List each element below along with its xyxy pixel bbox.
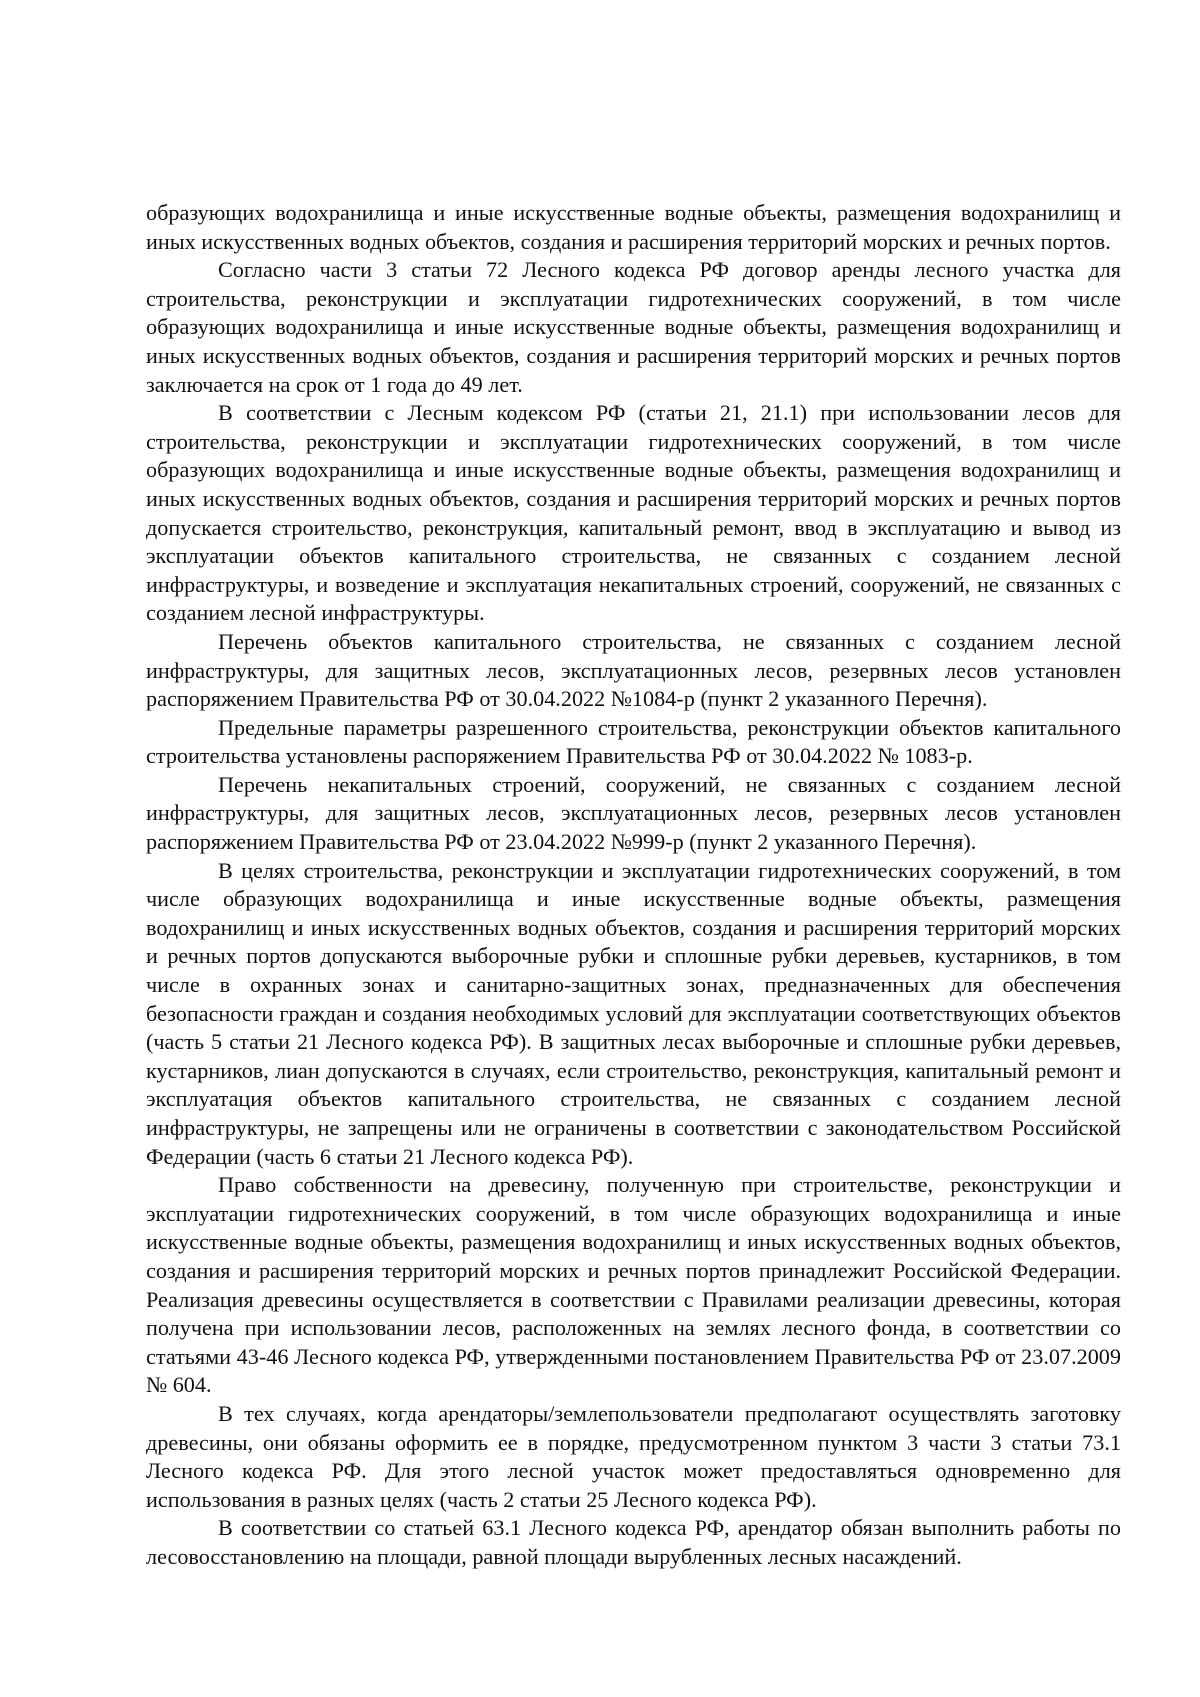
paragraph-limit-parameters: Предельные параметры разрешенного строительства, реконструкции объектов капитального строительства установлены распоряжением Правительства РФ от 30.04.2022 № 1083-р. [146,714,1121,769]
paragraph-capital-objects-list: Перечень объектов капитального строительства, не связанных с созданием лесной инфраструктуры, для защитных лесов, эксплуатационных лесов, резервных лесов установлен распоряжением Правительства РФ от 30.04.2022 №1084-р (пункт 2 указанного Перечня). [146,628,1121,712]
document-body [146,199,1121,1572]
paragraph-continuation: образующих водохранилища и иные искусственные водные объекты, размещения водохранилищ и иных искусственных водных объектов, создания и расширения территорий морских и речных портов. [146,200,1121,254]
paragraph-reforestation: В соответствии со статьей 63.1 Лесного кодекса РФ, арендатор обязан выполнить работы по лесовосстановлению на площади, равной площади вырубленных лесных насаждений. [146,1515,1121,1569]
paragraph-timber-harvesting: В тех случаях, когда арендаторы/землепользователи предполагают осуществлять заготовку древесины, они обязаны оформить ее в порядке, предусмотренном пунктом 3 части 3 статьи 73.1 Лесного кодекса РФ. Для этого лесной участок может предоставляться одновременно для использования в разных целях (часть 2 статьи 25 Лесного кодекса РФ). [146,1400,1121,1512]
paragraph-logging-permitted: В целях строительства, реконструкции и эксплуатации гидротехнических сооружений, в том числе образующих водохранилища и иные искусственные водные объекты, размещения водохранилищ и иных искусственных водных объектов, создания и расширения территорий морских и речных портов допускаются выборочные рубки и сплошные рубки деревьев, кустарников, в том числе в охранных зонах и санитарно-защитных зонах, предназначенных для обеспечения безопасности граждан и создания необходимых условий для эксплуатации соответствующих объектов (часть 5 статьи 21 Лесного кодекса РФ). В защитных лесах выборочные и сплошные рубки деревьев, кустарников, лиан допускаются в случаях, если строительство, реконструкция, капитальный ремонт и эксплуатация объектов капитального строительства, не связанных с созданием лесной инфраструктуры, не запрещены или не ограничены в соответствии с законодательством Российской Федерации (часть 6 статьи 21 Лесного кодекса РФ). [146,857,1121,1169]
paragraph-lease-term: Согласно части 3 статьи 72 Лесного кодекса РФ договор аренды лесного участка для строительства, реконструкции и эксплуатации гидротехнических сооружений, в том числе образующих водохранилища и иные искусственные водные объекты, размещения водохранилищ и иных искусственных водных объектов, создания и расширения территорий морских и речных портов заключается на срок от 1 года до 49 лет. [146,257,1121,397]
paragraph-timber-ownership: Право собственности на древесину, полученную при строительстве, реконструкции и эксплуатации гидротехнических сооружений, в том числе образующих водохранилища и иные искусственные водные объекты, размещения водохранилищ и иных искусственных водных объектов, создания и расширения территорий морских и речных портов принадлежит Российской Федерации. Реализация древесины осуществляется в соответствии с Правилами реализации древесины, которая получена при использовании лесов, расположенных на землях лесного фонда, в соответствии со статьями 43-46 Лесного кодекса РФ, утвержденными постановлением Правительства РФ от 23.07.2009 № 604. [146,1172,1121,1398]
paragraph-permitted-construction: В соответствии с Лесным кодексом РФ (статьи 21, 21.1) при использовании лесов для строительства, реконструкции и эксплуатации гидротехнических сооружений, в том числе образующих водохранилища и иные искусственные водные объекты, размещения водохранилищ и иных искусственных водных объектов, создания и расширения территорий морских и речных портов допускается строительство, реконструкция, капитальный ремонт, ввод в эксплуатацию и вывод из эксплуатации объектов капитального строительства, не связанных с созданием лесной инфраструктуры, и возведение и эксплуатация некапитальных строений, сооружений, не связанных с созданием лесной инфраструктуры. [146,400,1121,626]
paragraph-noncapital-structures-list: Перечень некапитальных строений, сооружений, не связанных с созданием лесной инфраструктуры, для защитных лесов, эксплуатационных лесов, резервных лесов установлен распоряжением Правительства РФ от 23.04.2022 №999-р (пункт 2 указанного Перечня). [146,771,1121,855]
